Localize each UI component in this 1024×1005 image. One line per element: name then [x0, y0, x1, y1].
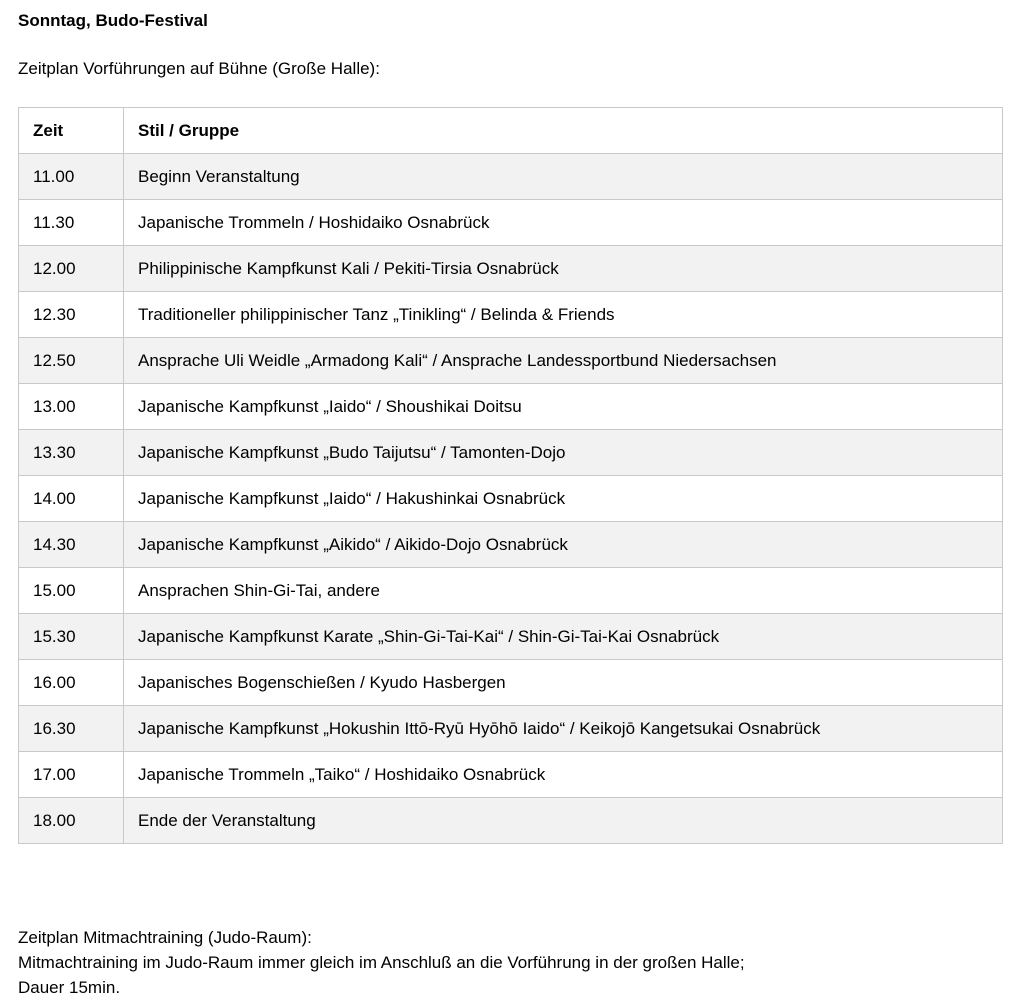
time-cell: 11.00 — [19, 154, 124, 200]
time-cell: 18.00 — [19, 798, 124, 844]
training-note — [18, 925, 1003, 1000]
table-header-row — [19, 108, 1003, 154]
time-cell: 17.00 — [19, 752, 124, 798]
event-cell: Beginn Veranstaltung — [124, 154, 1003, 200]
table-row — [19, 706, 1003, 752]
training-note-line3: Dauer 15min. — [18, 978, 121, 997]
event-cell: Japanische Kampfkunst „Iaido“ / Hakushinkai Osnabrück — [124, 476, 1003, 522]
event-cell: Traditioneller philippinischer Tanz „Tinikling“ / Belinda & Friends — [124, 292, 1003, 338]
table-row — [19, 752, 1003, 798]
event-cell: Japanische Kampfkunst Karate „Shin-Gi-Tai-Kai“ / Shin-Gi-Tai-Kai Osnabrück — [124, 614, 1003, 660]
column-header-stil-gruppe: Stil / Gruppe — [124, 108, 1003, 154]
time-cell: 12.30 — [19, 292, 124, 338]
training-note-line2: Mitmachtraining im Judo-Raum immer gleich im Anschluß an die Vorführung in der großen Halle; — [18, 953, 745, 972]
event-cell: Japanische Kampfkunst „Iaido“ / Shoushikai Doitsu — [124, 384, 1003, 430]
event-cell: Japanisches Bogenschießen / Kyudo Hasbergen — [124, 660, 1003, 706]
table-row — [19, 292, 1003, 338]
event-cell: Ansprache Uli Weidle „Armadong Kali“ / Ansprache Landessportbund Niedersachsen — [124, 338, 1003, 384]
table-row — [19, 200, 1003, 246]
time-cell: 16.00 — [19, 660, 124, 706]
time-cell: 15.00 — [19, 568, 124, 614]
time-cell: 12.50 — [19, 338, 124, 384]
time-cell: 14.30 — [19, 522, 124, 568]
event-cell: Japanische Trommeln / Hoshidaiko Osnabrück — [124, 200, 1003, 246]
stage-schedule-table — [18, 107, 1003, 844]
table-row — [19, 660, 1003, 706]
event-cell: Japanische Kampfkunst „Hokushin Ittō-Ryū Hyōhō Iaido“ / Keikojō Kangetsukai Osnabrück — [124, 706, 1003, 752]
table-row — [19, 476, 1003, 522]
training-note-line1: Zeitplan Mitmachtraining (Judo-Raum): — [18, 928, 312, 947]
event-cell: Japanische Kampfkunst „Aikido“ / Aikido-Dojo Osnabrück — [124, 522, 1003, 568]
table-row — [19, 430, 1003, 476]
time-cell: 13.30 — [19, 430, 124, 476]
event-cell: Ansprachen Shin-Gi-Tai, andere — [124, 568, 1003, 614]
column-header-zeit: Zeit — [19, 108, 124, 154]
time-cell: 16.30 — [19, 706, 124, 752]
event-cell: Philippinische Kampfkunst Kali / Pekiti-Tirsia Osnabrück — [124, 246, 1003, 292]
table-row — [19, 246, 1003, 292]
table-row — [19, 798, 1003, 844]
stage-schedule-subtitle: Zeitplan Vorführungen auf Bühne (Große Halle): — [18, 59, 380, 78]
table-row — [19, 338, 1003, 384]
event-cell: Japanische Trommeln „Taiko“ / Hoshidaiko Osnabrück — [124, 752, 1003, 798]
time-cell: 13.00 — [19, 384, 124, 430]
time-cell: 12.00 — [19, 246, 124, 292]
time-cell: 14.00 — [19, 476, 124, 522]
table-row — [19, 614, 1003, 660]
table-row — [19, 154, 1003, 200]
schedule-table-body — [19, 154, 1003, 844]
time-cell: 15.30 — [19, 614, 124, 660]
event-cell: Ende der Veranstaltung — [124, 798, 1003, 844]
page-title: Sonntag, Budo-Festival — [18, 11, 208, 30]
table-row — [19, 522, 1003, 568]
time-cell: 11.30 — [19, 200, 124, 246]
table-row — [19, 568, 1003, 614]
table-row — [19, 384, 1003, 430]
event-cell: Japanische Kampfkunst „Budo Taijutsu“ / Tamonten-Dojo — [124, 430, 1003, 476]
